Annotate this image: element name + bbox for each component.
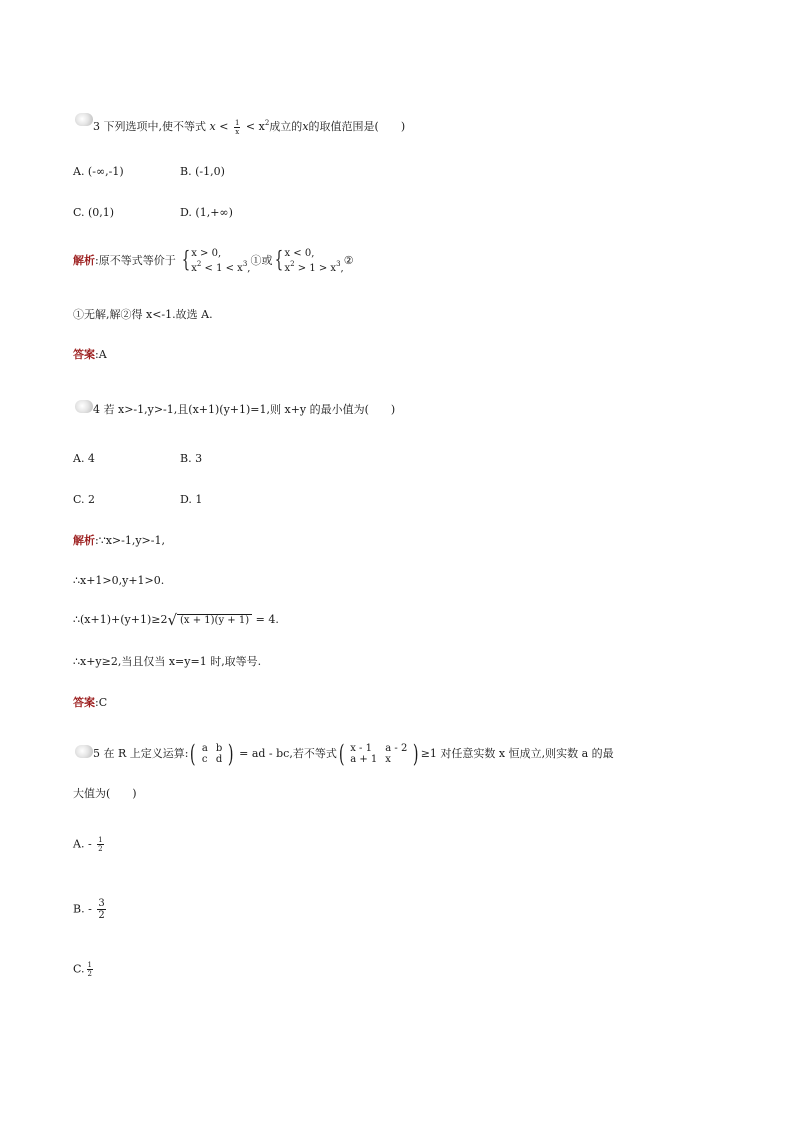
q3-lt-2: < <box>245 120 256 133</box>
q5-stem <box>93 742 614 766</box>
q4-option-c: C. 2 <box>73 493 96 506</box>
q3-answer-value: :A <box>95 348 107 361</box>
q3-option-d: D. (1,+∞) <box>180 206 233 219</box>
q5-option-a: A. - $\frac{1}{2}$ <box>73 836 103 853</box>
q5-option-a-fraction: $\frac{1}{2}$ <box>98 836 103 853</box>
q4-analysis-line-2: ∴x+1>0,y+1>0. <box>73 574 165 587</box>
question-bullet-icon <box>75 745 93 758</box>
q3-mark-2: ② <box>343 254 354 267</box>
q5-stem-c: ≥1 对任意实数 x 恒成立,则实数 a 的最 <box>420 747 614 760</box>
q4-option-d: D. 1 <box>180 493 203 506</box>
q5-stem-a: 在 R 上定义运算: <box>103 747 189 760</box>
q3-analysis-label: 解析 <box>73 254 95 267</box>
q3-answer <box>73 348 107 362</box>
q3-option-a: A. (-∞,-1) <box>73 165 124 178</box>
q3-option-c: C. (0,1) <box>73 206 115 219</box>
q4-answer-label: 答案 <box>73 696 95 709</box>
q3-analysis <box>73 248 354 274</box>
q3-stem <box>93 116 405 136</box>
q3-system-2: { x < 0, $x^2 > 1 > x^3$, <box>275 248 344 274</box>
q4-option-b: B. 3 <box>180 452 203 465</box>
q4-answer-value: :C <box>95 696 108 709</box>
q3-option-b: B. (-1,0) <box>180 165 225 178</box>
q3-stem-a: 下列选项中,使不等式 <box>103 120 206 133</box>
q5-matrix-2: ( x - 1 a - 2 a + 1 x ) <box>338 740 419 768</box>
q5-stem-continued: 大值为( ) <box>73 787 137 800</box>
question-bullet-icon <box>75 113 93 126</box>
q3-analysis-intro: :原不等式等价于 <box>95 254 176 267</box>
q5-stem-b: = ad - bc,若不等式 <box>235 747 337 760</box>
q3-x: x <box>209 120 216 133</box>
q4-number: 4 <box>93 403 100 416</box>
q4-analysis-label: 解析 <box>73 534 95 547</box>
q4-analysis-line-4: ∴x+y≥2,当且仅当 x=y=1 时,取等号. <box>73 655 262 668</box>
q3-system-1: { x > 0, $x^2 < 1 < x^3$, <box>182 248 251 274</box>
q4-analysis-line-3: ∴(x+1)+(y+1)≥2√ (x + 1)(y + 1) = 4. <box>73 611 279 629</box>
q4-stem <box>93 403 395 417</box>
q4-option-a: A. 4 <box>73 452 95 465</box>
q3-mark-1: ①或 <box>250 254 273 267</box>
q5-option-c-fraction: $\frac{1}{2}$ <box>87 961 92 978</box>
q5-option-b: B. - $\frac{3}{2}$ <box>73 898 105 921</box>
q4-sqrt: √ (x + 1)(y + 1) <box>167 613 252 627</box>
q3-stem-b: 成立的 <box>269 120 303 133</box>
q3-x-squared: $x^2$ <box>258 119 270 133</box>
q3-conclusion: ①无解,解②得 x<-1.故选 A. <box>73 308 213 321</box>
q3-lt-1: < <box>219 120 229 133</box>
q3-number: 3 <box>93 120 100 133</box>
q4-stem-text: 若 x>-1,y>-1,且(x+1)(y+1)=1,则 x+y 的最小值为( ) <box>103 403 396 416</box>
q5-option-b-fraction: $\frac{3}{2}$ <box>98 898 105 921</box>
q3-stem-c: x <box>302 120 309 133</box>
q5-number: 5 <box>93 747 100 760</box>
question-bullet-icon <box>75 400 93 413</box>
q5-matrix-1: ( a b c d ) <box>190 740 234 768</box>
q3-stem-d: 的取值范围是( ) <box>308 120 406 133</box>
q4-answer <box>73 696 107 710</box>
q4-analysis-line-1: 解析:∵x>-1,y>-1, <box>73 534 165 547</box>
q3-answer-label: 答案 <box>73 348 95 361</box>
q5-option-c: C. $\frac{1}{2}$ <box>73 961 92 978</box>
q3-fraction: $\frac{1}{x}$ <box>234 118 240 136</box>
